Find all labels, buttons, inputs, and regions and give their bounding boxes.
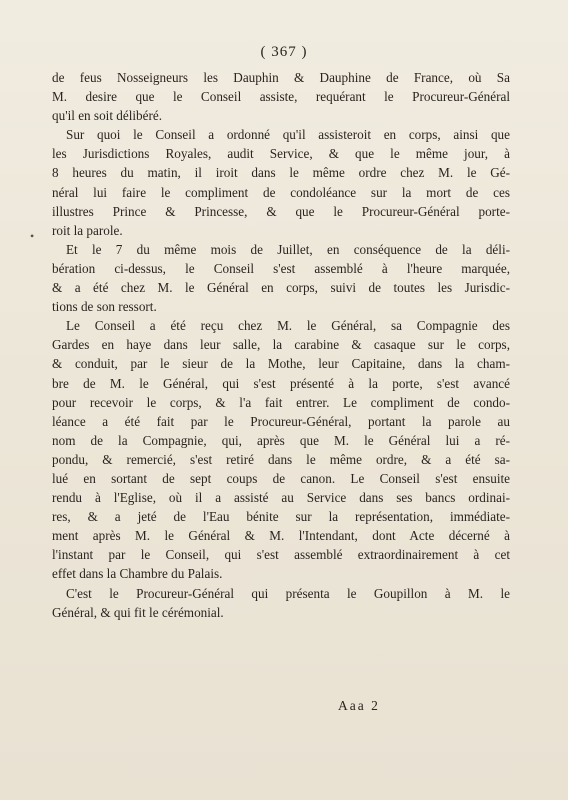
paragraph	[52, 68, 510, 125]
text-line: pondu, & remercié, s'est retiré dans le même ordre, & a été sa-	[52, 451, 510, 467]
text-line: léance a été fait par le Procureur-Général, portant la parole au	[52, 413, 510, 429]
text-line: illustres Prince & Princesse, & que le Procureur-Général porte-	[52, 203, 510, 219]
text-line: C'est le Procureur-Général qui présenta le Goupillon à M. le	[66, 585, 510, 601]
paragraph	[52, 125, 510, 240]
body-text	[52, 68, 510, 622]
text-line: lué en sortant de sept coups de canon. Le Conseil s'est ensuite	[52, 470, 510, 486]
text-line: & conduit, par le sieur de la Mothe, leur Capitaine, dans la cham-	[52, 356, 510, 372]
text-line: bre de M. le Général, qui s'est présenté à la porte, s'est avancé	[52, 375, 510, 391]
text-line: 8 heures du matin, il iroit dans le même ordre chez M. le Gé-	[52, 165, 510, 181]
text-line: & a été chez M. le Général en corps, suivi de toutes les Jurisdic-	[52, 280, 510, 296]
text-line: M. desire que le Conseil assiste, requérant le Procureur-Général	[52, 89, 510, 105]
text-line: Sur quoi le Conseil a ordonné qu'il assisteroit en corps, ainsi que	[66, 127, 510, 143]
text-line: roit la parole.	[52, 222, 123, 238]
text-line: Le Conseil a été reçu chez M. le Général, sa Compagnie des	[66, 318, 510, 334]
paragraph	[52, 240, 510, 316]
text-line: Et le 7 du même mois de Juillet, en conséquence de la déli-	[66, 241, 510, 257]
text-line: ment après M. le Général & M. l'Intendant, dont Acte décerné à	[52, 528, 510, 544]
text-line: qu'il en soit délibéré.	[52, 108, 163, 124]
text-line: rendu à l'Eglise, où il a assisté au Service dans ses bancs ordinai-	[52, 490, 510, 506]
margin-mark: •	[30, 229, 35, 243]
text-line: res, & a jeté de l'Eau bénite sur la représentation, immédiate-	[52, 509, 510, 525]
text-line: les Jurisdictions Royales, audit Service, & que le même jour, à	[52, 146, 510, 162]
text-line: tions de son ressort.	[52, 299, 157, 315]
text-line: l'instant par le Conseil, qui s'est assemblé extraordinairement à cet	[52, 547, 510, 563]
text-line: de feus Nosseigneurs les Dauphin & Dauphine de France, où Sa	[52, 70, 510, 85]
text-line: nom de la Compagnie, qui, après que M. le Général lui a ré-	[52, 432, 510, 448]
text-line: Gardes en haye dans leur salle, la carabine & casaque sur le corps,	[52, 337, 510, 353]
page-number: ( 367 )	[260, 44, 308, 60]
paragraph	[52, 316, 510, 583]
catchword: Aaa 2	[338, 698, 380, 713]
text-line: néral lui faire le compliment de condoléance sur la mort de ces	[52, 184, 510, 200]
text-line: Général, & qui fit le cérémonial.	[52, 604, 224, 620]
text-line: effet dans la Chambre du Palais.	[52, 566, 223, 582]
paragraph	[52, 584, 510, 622]
text-line: pour recevoir le corps, & l'a fait entrer. Le compliment de condo-	[52, 394, 510, 410]
text-line: bération ci-dessus, le Conseil s'est assemblé à l'heure marquée,	[52, 260, 510, 276]
